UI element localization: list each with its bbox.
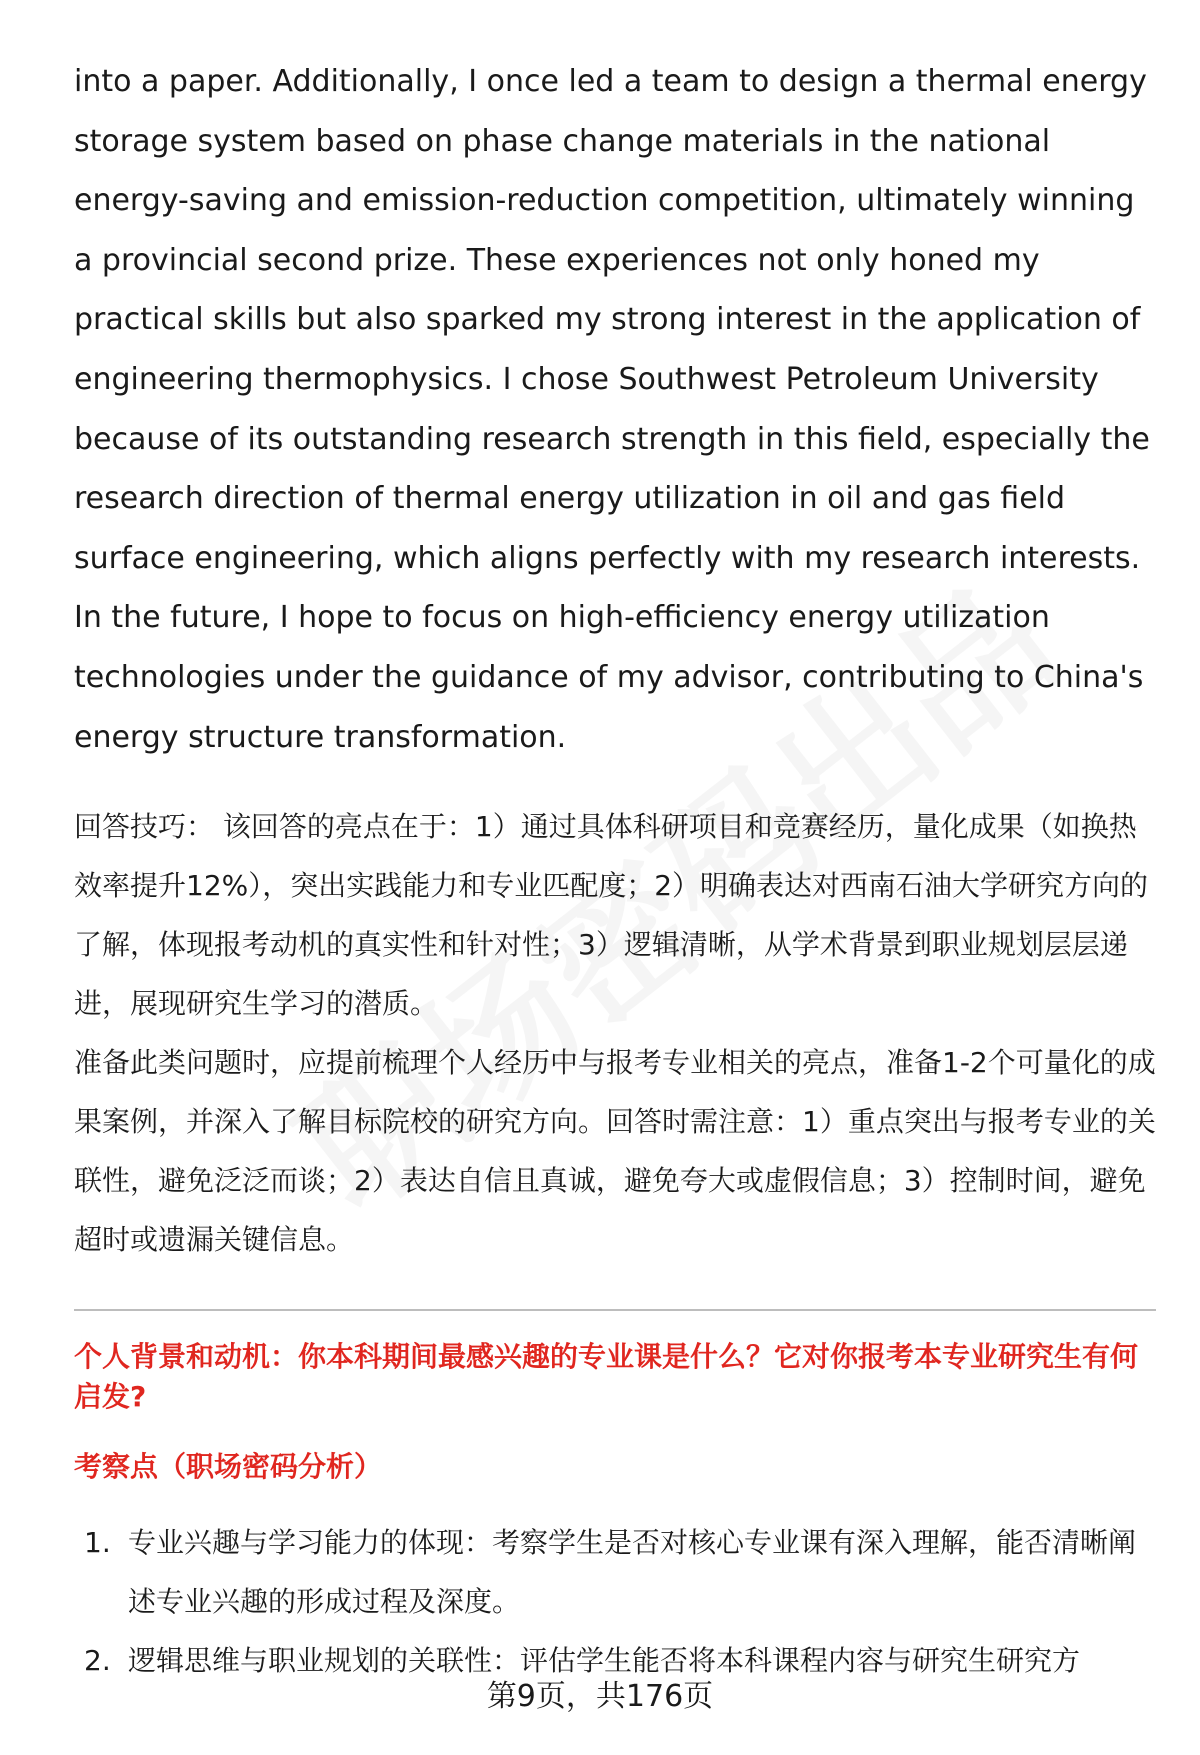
page-number-footer: 第9页，共176页: [486, 1679, 714, 1714]
list-item: [74, 1513, 1156, 1631]
preparation-advice-paragraph: 准备此类问题时，应提前梳理个人经历中与报考专业相关的亮点，准备1-2个可量化的成果案例，并深入了解目标院校的研究方向。回答时需注意：1）重点突出与报考专业的关联性，避免泛泛而谈；2）表达自信且真诚，避免夸大或虚假信息；3）控制时间，避免超时或遗漏关键信息。: [74, 1046, 1156, 1257]
page-content: [74, 52, 1156, 1690]
list-item-number: 2.: [84, 1644, 111, 1678]
section-divider: [74, 1309, 1156, 1311]
assessment-points-list: [74, 1513, 1156, 1690]
list-item-text: 逻辑思维与职业规划的关联性：评估学生能否将本科课程内容与研究生研究方: [128, 1644, 1081, 1678]
answer-tips-paragraph: 回答技巧： 该回答的亮点在于：1）通过具体科研项目和竞赛经历，量化成果（如换热效率提升12%），突出实践能力和专业匹配度；2）明确表达对西南石油大学研究方向的了解，体现报考动机的真实性和针对性；3）逻辑清晰，从学术背景到职业规划层层递进，展现研究生学习的潜质。: [74, 810, 1149, 1021]
question-heading: 个人背景和动机：你本科期间最感兴趣的专业课是什么？它对你报考本专业研究生有何启发?: [74, 1340, 1139, 1414]
answer-paragraph: into a paper. Additionally, I once led a team to design a thermal energy storage system based on phase change materials in the national energy-saving and emission-reduction competition, ultimately winning a provincial second prize. These experiences not only honed my practical skills but also sparked my strong interest in the application of engineering thermophysics. I chose Southwest Petroleum University because of its outstanding research strength in this field, especially the research direction of thermal energy utilization in oil and gas field surface engineering, which aligns perfectly with my research interests. In the future, I hope to focus on high-efficiency energy utilization technologies under the guidance of my advisor, contributing to China's energy structure transformation.: [74, 64, 1150, 755]
list-item-number: 1.: [84, 1526, 111, 1560]
assessment-points-heading: 考察点（职场密码分析）: [74, 1450, 383, 1484]
list-item-text: 专业兴趣与学习能力的体现：考察学生是否对核心专业课有深入理解，能否清晰阐述专业兴趣的形成过程及深度。: [128, 1526, 1137, 1619]
